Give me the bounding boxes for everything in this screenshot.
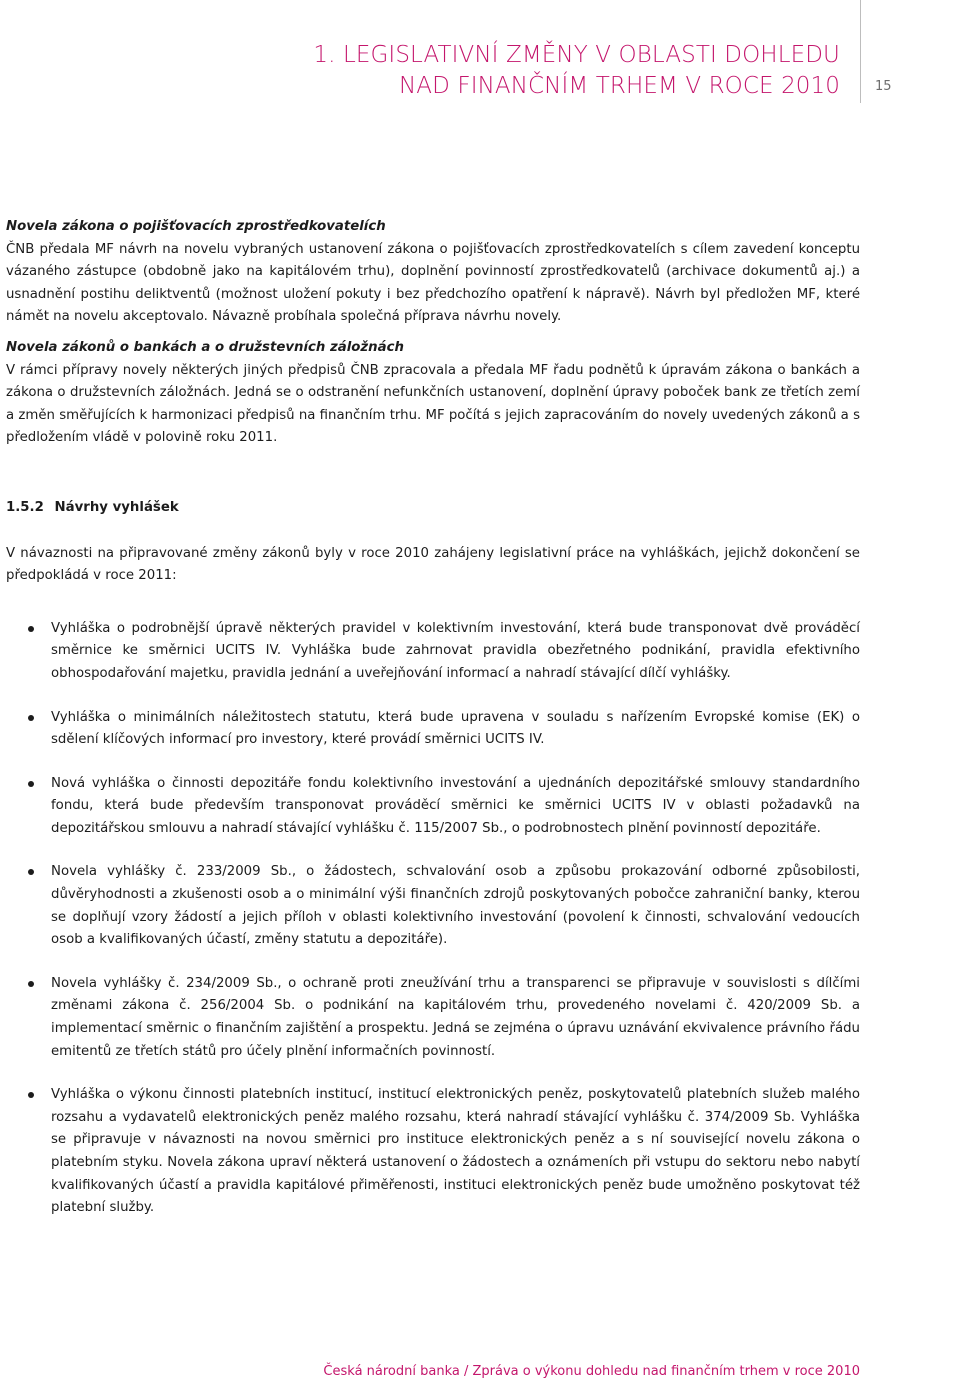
section-insurance-intermediaries (6, 216, 860, 329)
list-item (6, 707, 860, 752)
main-content (6, 216, 860, 1241)
bullet-icon (28, 1092, 34, 1098)
list-item-text: Vyhláška o podrobnější úpravě některých pravidel v kolektivním investování, která bude transponovat dvě prováděcí směrnice ke směrnici UCITS IV. Vyhláška bude zahrnovat pravidla obezřetného podnikání, pravidla efektivního obhospodařování majetku, pravidla jednání a uveřejňování informací a nahradí stávající dílčí vyhlášky. (51, 620, 860, 681)
chapter-title-line-2: NAD FINANČNÍM TRHEM V ROCE 2010 (399, 73, 840, 99)
list-item (6, 973, 860, 1063)
section-paragraph: ČNB předala MF návrh na novelu vybraných ustanovení zákona o pojišťovacích zprostředkovatelích s cílem zavedení konceptu vázaného zástupce (obdobně jako na kapitálovém trhu), doplnění povinností zprostředkovatelů (archivace dokumentů aj.) a usnadnění postihu deliktventů (možnost uložení pokuty i bez předchozího opatření k nápravě). Návrh byl předložen MF, které námět na novelu akceptovalo. Návazně probíhala společná příprava návrhu novely. (6, 241, 860, 325)
chapter-title-line-1: 1. LEGISLATIVNÍ ZMĚNY V OBLASTI DOHLEDU (313, 42, 840, 68)
bullet-icon (28, 781, 34, 787)
list-item-text: Vyhláška o minimálních náležitostech statutu, která bude upravena v souladu s nařízením Evropské komise (EK) o sdělení klíčových informací pro investory, které provádí směrnici UCITS IV. (51, 709, 860, 748)
chapter-title (200, 40, 840, 102)
bullet-icon (28, 626, 34, 632)
section-banks-credit-unions (6, 337, 860, 450)
decree-list (6, 618, 860, 1220)
list-item-text: Novela vyhlášky č. 234/2009 Sb., o ochraně proti zneužívání trhu a transparenci se připravuje v souvislosti s dílčími změnami zákona č. 256/2004 Sb. o podnikání na kapitálovém trhu, provedeného novelami č. 420/2009 Sb. a implementací směrnic o finančním zajištění a prospektu. Jedná se zejména o úpravu uznávání ekvivalence právního řádu emitentů ze třetích států pro účely plnění informačních povinností. (51, 975, 860, 1059)
list-item (6, 773, 860, 841)
section-subheading: Novela zákona o pojišťovacích zprostředkovatelích (6, 219, 386, 234)
bullet-icon (28, 715, 34, 721)
section-title: Návrhy vyhlášek (54, 499, 179, 515)
section-paragraph: V rámci přípravy novely některých jiných předpisů ČNB zpracovala a předala MF řadu podnětů k úpravám zákona o bankách a zákona o družstevních záložnách. Jedná se o odstranění nefunkčních ustanovení, doplnění úpravy poboček bank ze třetích zemí a změn směřujících k harmonizaci předpisů na finančním trhu. MF počítá s jejich zapracováním do novely uvedených zákonů a s předložením vládě v polovině roku 2011. (6, 362, 860, 446)
intro-paragraph: V návaznosti na připravované změny zákonů byly v roce 2010 zahájeny legislativní práce na vyhláškách, jejichž dokončení se předpokládá v roce 2011: (6, 545, 860, 584)
section-heading (6, 497, 860, 520)
page-number: 15 (875, 79, 892, 94)
bullet-icon (28, 869, 34, 875)
section-number: 1.5.2 (6, 499, 44, 515)
header-divider (860, 0, 861, 103)
list-item-text: Nová vyhláška o činnosti depozitáře fondu kolektivního investování a ujednáních depozitářské smlouvy standardního fondu, která bude především transponovat prováděcí směrnici ke směrnici UCITS IV v oblasti požadavků na depozitářskou smlouvu a nahradí stávající vyhlášku č. 115/2007 Sb., o podrobnostech plnění povinností depozitáře. (51, 775, 860, 836)
list-item (6, 618, 860, 686)
list-item (6, 861, 860, 951)
bullet-icon (28, 981, 34, 987)
list-item (6, 1084, 860, 1220)
list-item-text: Novela vyhlášky č. 233/2009 Sb., o žádostech, schvalování osob a způsobu prokazování odborné způsobilosti, důvěryhodnosti a zkušenosti osob a o minimální výši finančních zdrojů poskytovaných pobočce zahraniční banky, kterou se doplňují vzory žádostí a jejich příloh v oblasti kolektivního investování (povolení k činnosti, schvalování vedoucích osob a kvalifikovaných účastí, změny statutu a depozitáře). (51, 864, 860, 948)
page-footer: Česká národní banka / Zpráva o výkonu dohledu nad finančním trhem v roce 2010 (323, 1364, 860, 1379)
list-item-text: Vyhláška o výkonu činnosti platebních institucí, institucí elektronických peněz, poskytovatelů platebních služeb malého rozsahu a vydavatelů elektronických peněz malého rozsahu, která nahradí stávající vyhlášku č. 374/2009 Sb. Vyhláška se připravuje v návaznosti na novou směrnici pro instituce elektronických peněz a s ní související novelu zákona o platebním styku. Novela zákona upraví některá ustanovení o žádostech a oznámeních při vstupu do sektoru nebo nabytí kvalifikovaných účastí a pravidla kapitálové přiměřenosti, instituci elektronických peněz bude umožněno poskytovat též platební služby. (51, 1087, 860, 1216)
section-subheading: Novela zákonů o bankách a o družstevních záložnách (6, 339, 404, 355)
